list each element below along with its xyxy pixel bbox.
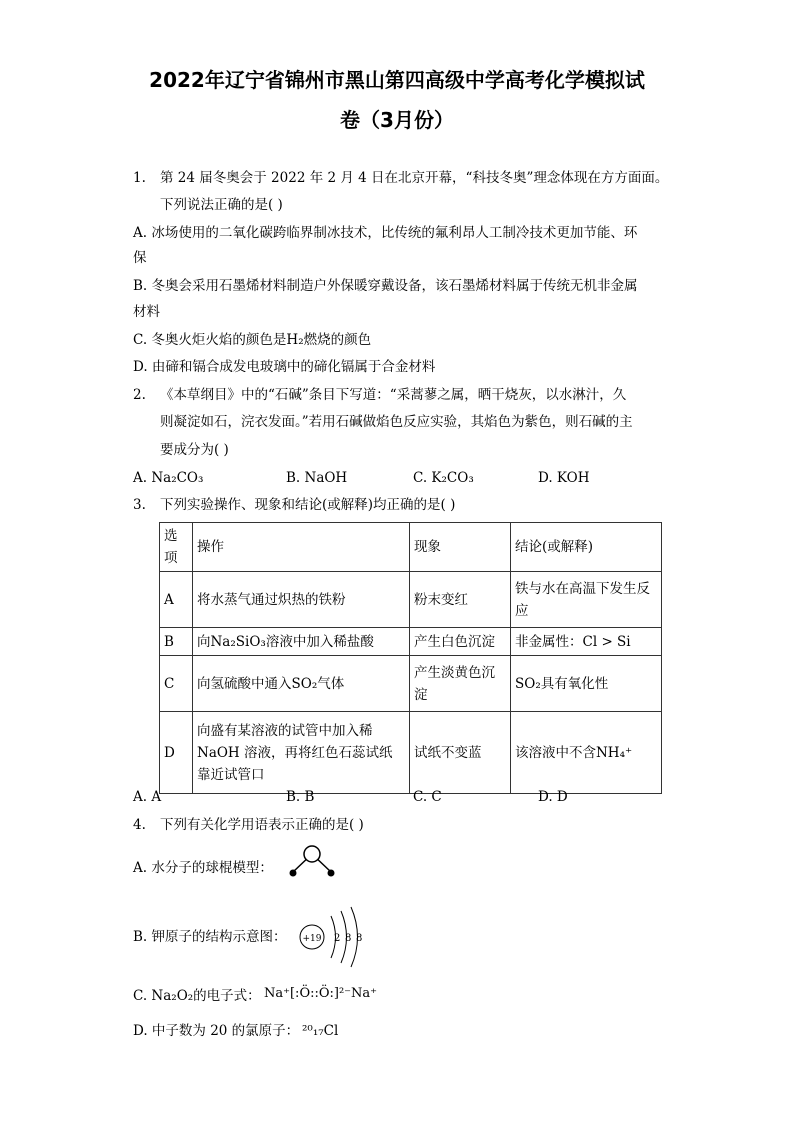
nucleus-charge: +19 (302, 934, 322, 944)
table-cell: 铁与水在高温下发生反应 (511, 572, 662, 628)
q3-option-a: A. A (133, 789, 162, 805)
table-row (160, 572, 662, 628)
table-header: 选项 (160, 523, 193, 572)
table-cell: 粉末变红 (410, 572, 511, 628)
table-cell: B (160, 628, 193, 656)
q2-option-c: C. K₂CO₃ (413, 470, 474, 486)
table-cell: A (160, 572, 193, 628)
q1-option-b: B. 冬奥会采用石墨烯材料制造户外保暖穿戴设备，该石墨烯材料属于传统无机非金属 (133, 278, 638, 294)
table-cell: 产生白色沉淀 (410, 628, 511, 656)
table-cell: 向Na₂SiO₃溶液中加入稀盐酸 (193, 628, 410, 656)
table-cell: 产生淡黄色沉淀 (410, 656, 511, 712)
table-cell: 非金属性：Cl > Si (511, 628, 662, 656)
table-header-row (160, 523, 662, 572)
q1-option-a: A. 冰场使用的二氧化碳跨临界制冰技术，比传统的氟利昂人工制冷技术更加节能、环 (133, 225, 638, 241)
q4-option-c: C. Na₂O₂的电子式： (133, 988, 261, 1004)
q1-option-a-cont: 保 (133, 250, 147, 266)
q2-option-d: D. KOH (538, 470, 590, 486)
q2-stem-2: 则凝淀如石，浣衣发面。”若用石碱做焰色反应实验，其焰色为紫色，则石碱的主 (160, 414, 633, 430)
q2-option-b: B. NaOH (286, 470, 348, 486)
table-cell: 该溶液中不含NH₄⁺ (511, 712, 662, 794)
q4-number: 4. (133, 817, 146, 833)
table-header: 现象 (410, 523, 511, 572)
q2-stem-1: 《本草纲目》中的“石碱”条目下写道：“采蒿蓼之属，晒干烧灰，以水淋汁，久 (160, 387, 627, 403)
table-cell: 向氢硫酸中通入SO₂气体 (193, 656, 410, 712)
q3-option-b: B. B (286, 789, 315, 805)
chlorine-isotope: ²⁰₁₇Cl (302, 1023, 339, 1039)
q2-option-a: A. Na₂CO₃ (133, 470, 204, 486)
q3-number: 3. (133, 497, 146, 513)
shell-electrons: 8 (356, 933, 363, 944)
table-header: 操作 (193, 523, 410, 572)
table-cell: D (160, 712, 193, 794)
table-cell: 向盛有某溶液的试管中加入稀NaOH 溶液，再将红色石蕊试纸靠近试管口 (193, 712, 410, 794)
q1-stem-2: 下列说法正确的是( ) (160, 197, 283, 213)
table-row (160, 712, 662, 794)
experiment-table (159, 522, 662, 794)
table-cell: C (160, 656, 193, 712)
q4-stem: 下列有关化学用语表示正确的是( ) (160, 817, 364, 833)
q4-option-b: B. 钾原子的结构示意图： (133, 929, 287, 945)
table-cell: 试纸不变蓝 (410, 712, 511, 794)
table-cell: 将水蒸气通过炽热的铁粉 (193, 572, 410, 628)
q2-stem-3: 要成分为( ) (160, 442, 229, 458)
q4-option-a: A. 水分子的球棍模型： (133, 860, 273, 876)
q1-option-b-cont: 材料 (133, 304, 160, 320)
table-cell: SO₂具有氧化性 (511, 656, 662, 712)
water-ball-stick-model (284, 842, 344, 882)
q1-option-c: C. 冬奥火炬火焰的颜色是H₂燃烧的颜色 (133, 332, 372, 348)
shell-electrons: 8 (345, 933, 352, 944)
table-row (160, 628, 662, 656)
potassium-atom-diagram (296, 904, 376, 970)
q1-option-d: D. 由碲和镉合成发电玻璃中的碲化镉属于合金材料 (133, 359, 436, 375)
title-line2: 卷（3月份） (340, 108, 454, 132)
q3-option-c: C. C (413, 789, 442, 805)
q3-option-d: D. D (538, 789, 568, 805)
q1-stem-1: 第 24 届冬奥会于 2022 年 2 月 4 日在北京开幕，“科技冬奥”理念体现在方方面面。 (160, 170, 669, 186)
q1-number: 1. (133, 170, 146, 186)
title-line1: 2022年辽宁省锦州市黑山第四高级中学高考化学模拟试 (149, 68, 645, 92)
electron-formula: Na⁺[:Ö::Ö:]²⁻Na⁺ (264, 986, 378, 1001)
q3-stem: 下列实验操作、现象和结论(或解释)均正确的是( ) (160, 497, 456, 513)
table-header: 结论(或解释) (511, 523, 662, 572)
shell-electrons: 2 (334, 933, 341, 944)
q4-option-d: D. 中子数为 20 的氯原子： (133, 1023, 300, 1039)
q2-number: 2. (133, 387, 146, 403)
table-row (160, 656, 662, 712)
